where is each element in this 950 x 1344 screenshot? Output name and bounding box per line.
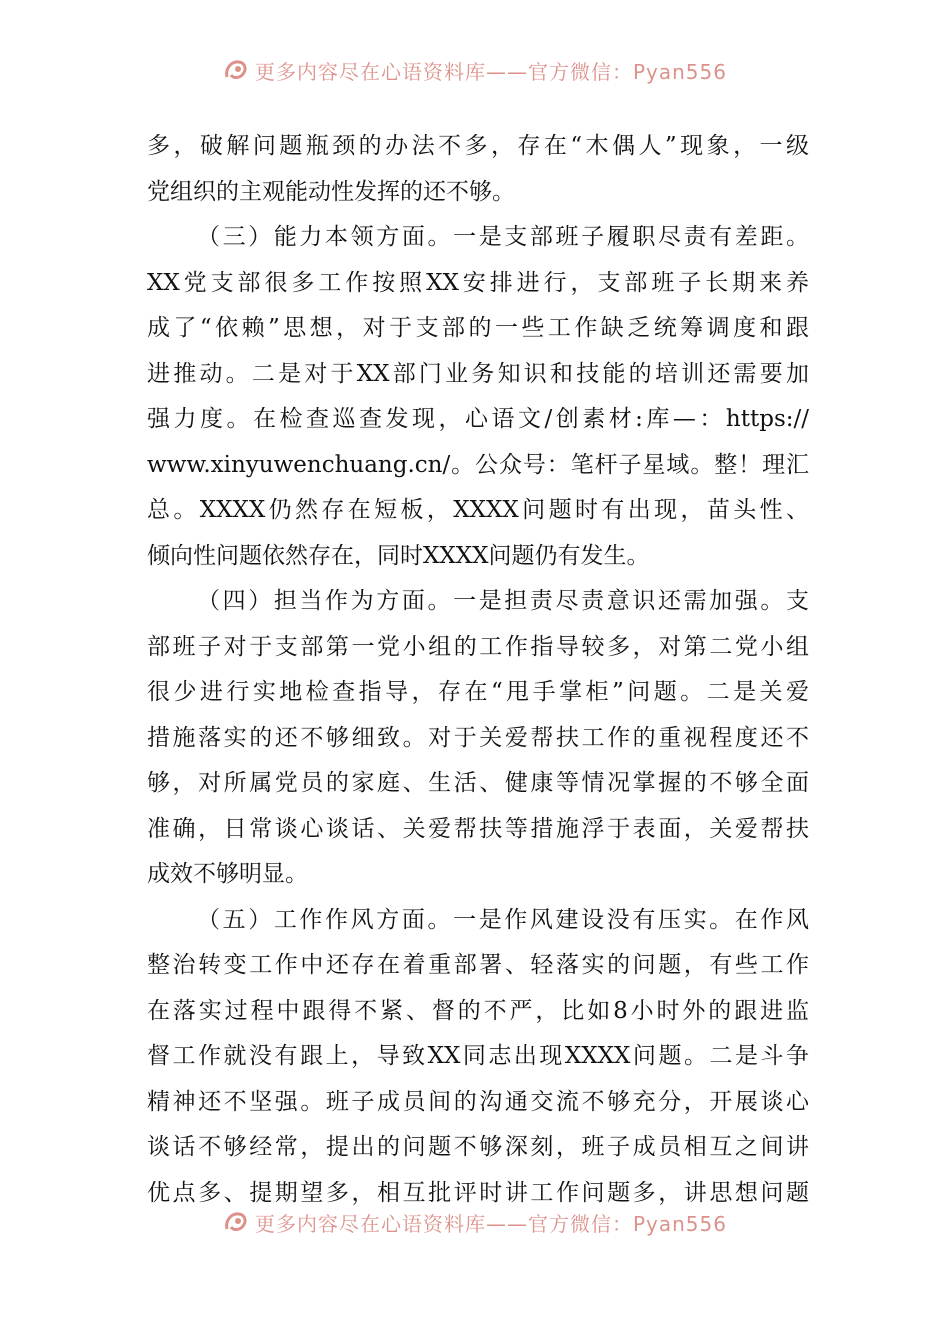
text-line: 够，对所属党员的家庭、生活、健康等情况掌握的不够全面 [147,770,809,796]
text-line: 强力度。在检查巡查发现，心语文/创素材:库—：https:// [147,406,809,432]
watermark-text: 更多内容尽在心语资料库——官方微信：Pyan556 [254,1211,727,1236]
logo-icon [223,57,249,83]
text-line: 多，破解问题瓶颈的办法不多，存在“木偶人”现象，一级 [147,133,809,159]
text-line: 进推动。二是对于XX部门业务知识和技能的培训还需要加 [147,360,809,387]
section-heading-line: （五）工作作风方面。一是作风建设没有压实。在作风 [197,906,809,933]
text-line: 在落实过程中跟得不紧、督的不严，比如8小时外的跟进监 [147,997,809,1024]
text-line: 精神还不坚强。班子成员间的沟通交流不够充分，开展谈心 [147,1088,809,1115]
text-line: 督工作就没有跟上，导致XX同志出现XXXX问题。二是斗争 [147,1043,809,1069]
text-line: 倾向性问题依然存在，同时XXXX问题仍有发生。 [147,542,650,569]
watermark-header [0,50,950,90]
section-heading-line: （三）能力本领方面。一是支部班子履职尽责有差距。 [197,224,809,250]
text-line: 党组织的主观能动性发挥的还不够。 [147,178,515,205]
document-body [147,124,809,1216]
text-line: 成效不够明显。 [147,861,308,887]
text-line: XX党支部很多工作按照XX安排进行，支部班子长期来养 [147,269,809,296]
logo-icon [223,1209,249,1235]
text-line: 成了“依赖”思想，对于支部的一些工作缺乏统筹调度和跟 [147,315,809,341]
text-line: 很少进行实地检查指导，存在“甩手掌柜”问题。二是关爱 [147,679,809,705]
text-line: 整治转变工作中还存在着重部署、轻落实的问题，有些工作 [147,952,809,978]
text-line: 部班子对于支部第一党小组的工作指导较多，对第二党小组 [147,633,809,660]
watermark-text: 更多内容尽在心语资料库——官方微信：Pyan556 [254,59,727,84]
text-line: 总。XXXX仍然存在短板，XXXX问题时有出现，苗头性、 [147,497,809,523]
text-line: 措施落实的还不够细致。对于关爱帮扶工作的重视程度还不 [147,724,809,751]
text-line: 准确，日常谈心谈话、关爱帮扶等措施浮于表面，关爱帮扶 [147,815,809,842]
text-line: 谈话不够经常，提出的问题不够深刻，班子成员相互之间讲 [147,1134,809,1160]
section-heading-line: （四）担当作为方面。一是担责尽责意识还需加强。支 [197,588,809,614]
text-line: www.xinyuwenchuang.cn/。公众号：笔杆子星域。整！理汇 [147,451,809,478]
watermark-footer [0,1202,950,1242]
text-line: 优点多、提期望多，相互批评时讲工作问题多，讲思想问题 [147,1179,809,1206]
